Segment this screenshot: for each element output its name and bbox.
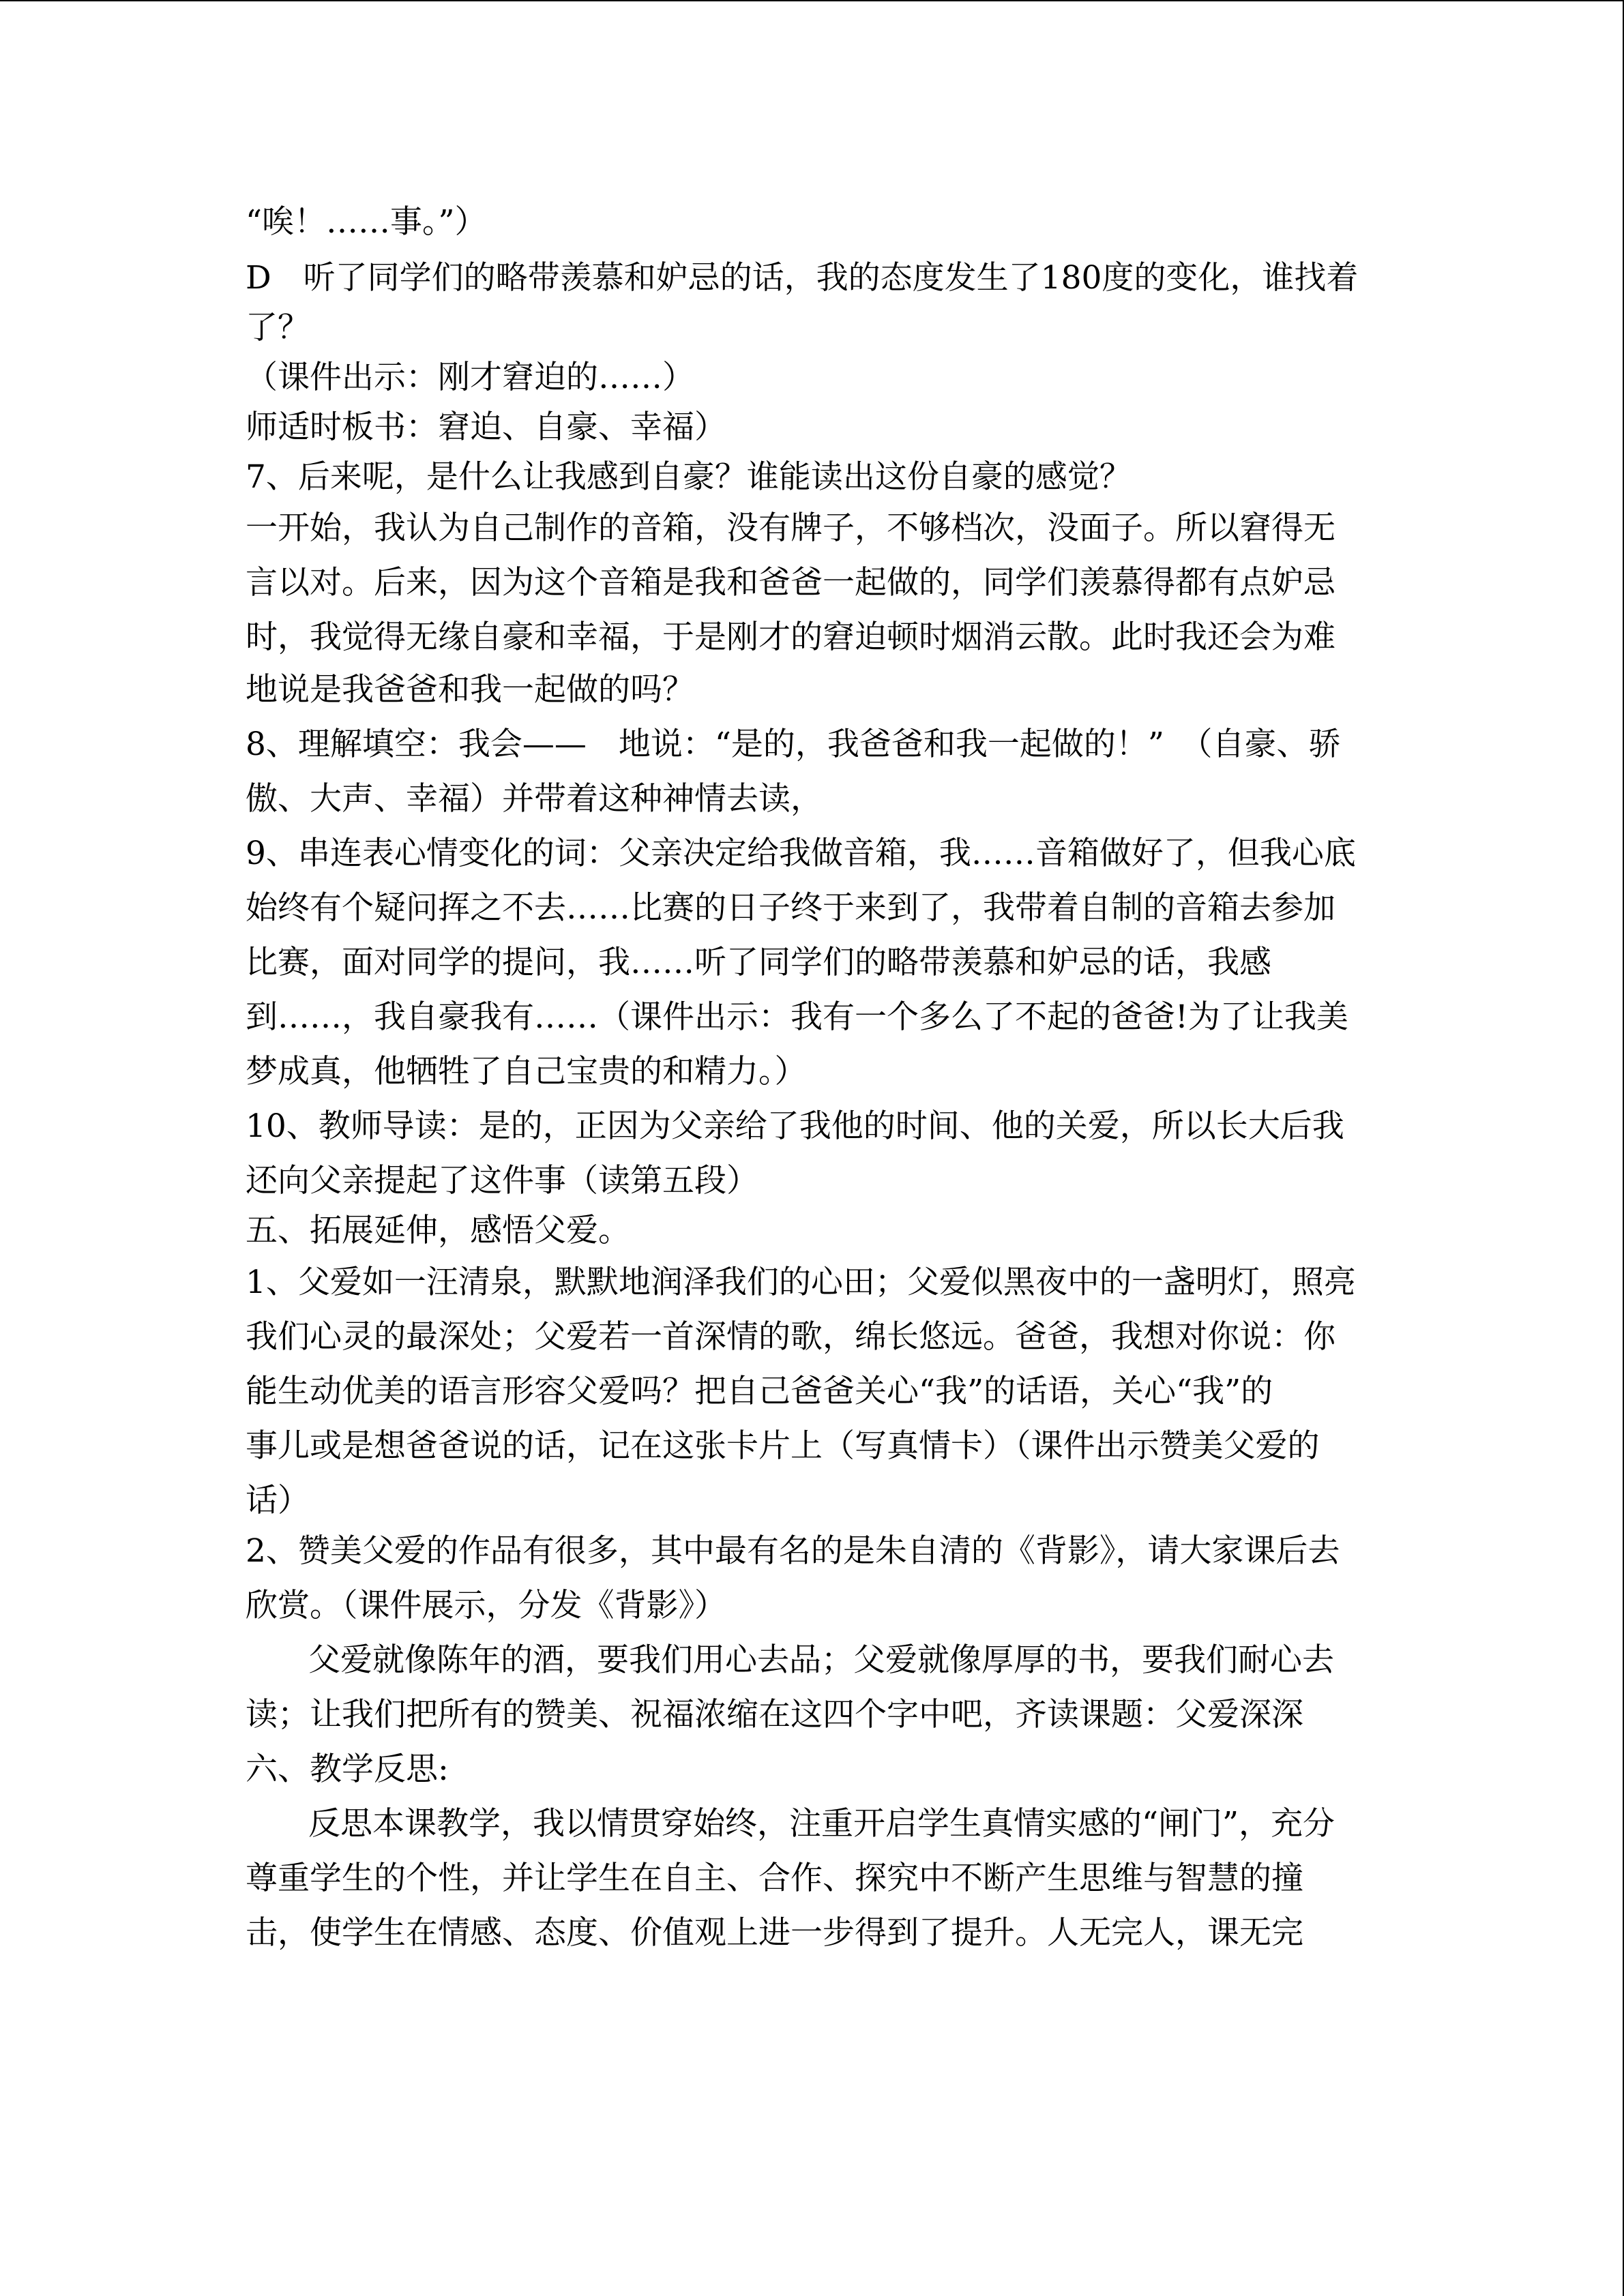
text-line: 读；让我们把所有的赞美、祝福浓缩在这四个字中吧，齐读课题：父爱深深 — [246, 1696, 1303, 1733]
text-line: 梦成真，他牺牲了自己宝贵的和精力。） — [246, 1053, 807, 1090]
text-line: 反思本课教学，我以情贯穿始终，注重开启学生真情实感的“闸门”，充分 — [308, 1805, 1335, 1843]
text-line: 击，使学生在情感、态度、价值观上进一步得到了提升。人无完人，课无完 — [246, 1914, 1303, 1952]
text-line: 能生动优美的语言形容父爱吗？把自己爸爸关心“我”的话语，关心“我”的 — [246, 1373, 1273, 1410]
text-line: 还向父亲提起了这件事（读第五段） — [246, 1162, 758, 1199]
text-line: （课件出示：刚才窘迫的……） — [246, 359, 694, 396]
text-line: 欣赏。（课件展示，分发《背影》） — [246, 1587, 726, 1624]
text-line: 父爱就像陈年的酒，要我们用心去品；父爱就像厚厚的书，要我们耐心去 — [308, 1641, 1334, 1679]
text-line: 1、父爱如一汪清泉，默默地润泽我们的心田；父爱似黑夜中的一盏明灯，照亮 — [246, 1264, 1356, 1301]
text-line: “唉！……事。”） — [246, 203, 487, 241]
text-line: 了？ — [246, 309, 310, 346]
text-line: 比赛，面对同学的提问，我……听了同学们的略带羡慕和妒忌的话，我感 — [246, 944, 1271, 981]
text-line: 事儿或是想爸爸说的话，记在这张卡片上（写真情卡）（课件出示赞美父爱的 — [246, 1427, 1320, 1465]
text-line: 9、串连表心情变化的词：父亲决定给我做音箱，我……音箱做好了，但我心底 — [246, 835, 1356, 872]
text-line: 地说是我爸爸和我一起做的吗？ — [246, 671, 694, 709]
text-line: 到……，我自豪我有……（课件出示：我有一个多么了不起的爸爸!为了让我美 — [246, 998, 1348, 1036]
section-heading: 六、教学反思: — [246, 1750, 449, 1788]
text-line: 话） — [246, 1482, 310, 1519]
text-line: 8、理解填空：我会—— 地说：“是的，我爸爸和我一起做的！” （自豪、骄 — [246, 726, 1341, 763]
text-line: 傲、大声、幸福）并带着这种神情去读， — [246, 780, 823, 818]
text-line: 尊重学生的个性，并让学生在自主、合作、探究中不断产生思维与智慧的撞 — [246, 1860, 1303, 1897]
section-heading: 五、拓展延伸，感悟父爱。 — [246, 1212, 630, 1249]
text-line: 时，我觉得无缘自豪和幸福，于是刚才的窘迫顿时烟消云散。此时我还会为难 — [246, 618, 1335, 656]
text-line: 始终有个疑问挥之不去……比赛的日子终于来到了，我带着自制的音箱去参加 — [246, 889, 1335, 927]
text-line: 2、赞美父爱的作品有很多，其中最有名的是朱自清的《背影》，请大家课后去 — [246, 1532, 1340, 1570]
text-line: 我们心灵的最深处；父爱若一首深情的歌，绵长悠远。爸爸，我想对你说：你 — [246, 1318, 1335, 1356]
text-line: 言以对。后来，因为这个音箱是我和爸爸一起做的，同学们羡慕得都有点妒忌 — [246, 564, 1335, 601]
text-line: 10、教师导读：是的，正因为父亲给了我他的时间、他的关爱，所以长大后我 — [246, 1107, 1344, 1145]
text-line: 7、后来呢，是什么让我感到自豪？谁能读出这份自豪的感觉？ — [246, 458, 1132, 496]
text-line: 师适时板书：窘迫、自豪、幸福） — [246, 408, 726, 446]
text-line: 一开始，我认为自己制作的音箱，没有牌子，不够档次，没面子。所以窘得无 — [246, 509, 1335, 547]
text-line: D 听了同学们的略带羡慕和妒忌的话，我的态度发生了180度的变化，谁找着 — [246, 259, 1359, 297]
